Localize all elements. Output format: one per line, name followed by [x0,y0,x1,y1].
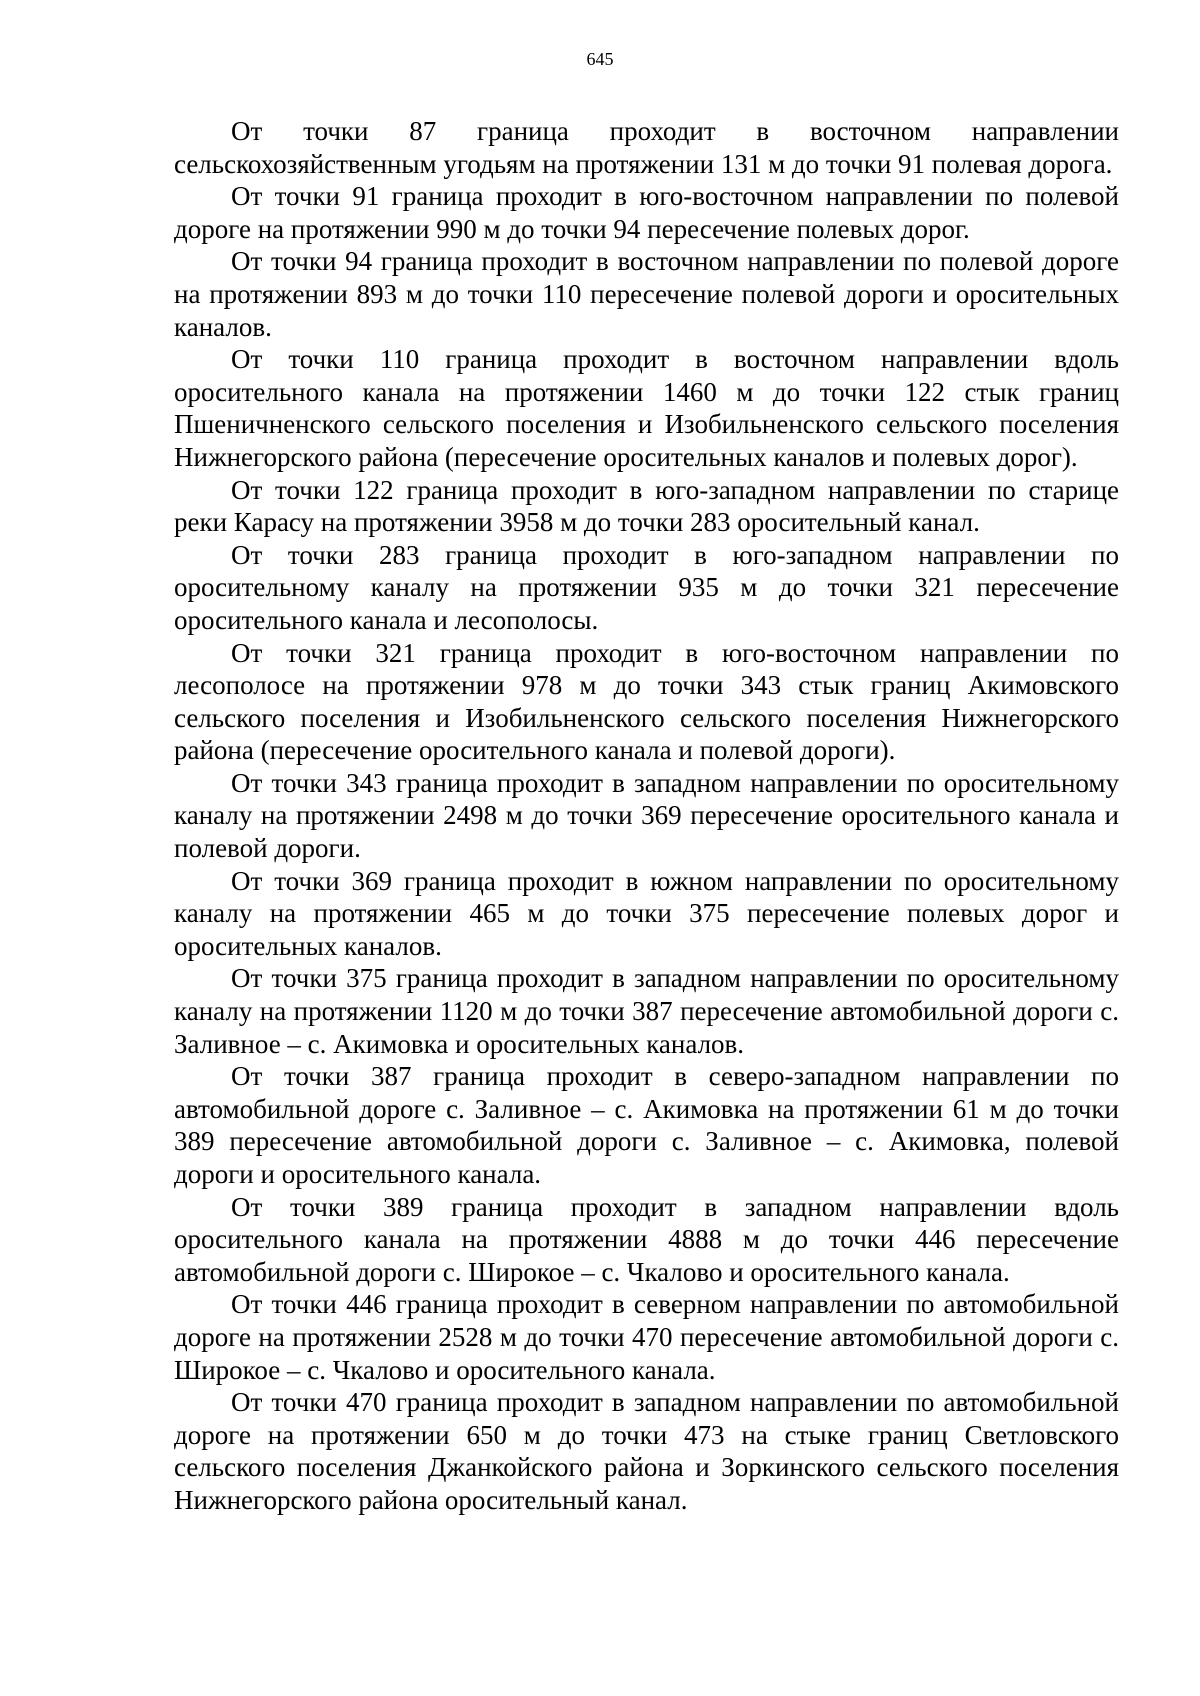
paragraph: От точки 375 граница проходит в западном направлении по оросительному каналу на протяжении 1120 м до точки 387 пересечение автомобильной дороги с. Заливное – с. Акимовка и оросительных каналов. [174,963,1119,1059]
document-body [174,115,1119,1517]
page-number: 645 [586,49,614,69]
paragraph: От точки 389 граница проходит в западном направлении вдоль оросительного канала на протяжении 4888 м до точки 446 пересечение автомобильной дороги с. Широкое – с. Чкалово и оросительного канала. [174,1191,1119,1287]
paragraph: От точки 283 граница проходит в юго-западном направлении по оросительному каналу на протяжении 935 м до точки 321 пересечение оросительного канала и лесополосы. [174,539,1119,635]
paragraph: От точки 87 граница проходит в восточном направлении сельскохозяйственным угодьям на протяжении 131 м до точки 91 полевая дорога. [174,116,1119,179]
paragraph: От точки 387 граница проходит в северо-западном направлении по автомобильной дороге с. Заливное – с. Акимовка на протяжении 61 м до точки 389 пересечение автомобильной дороги с. Заливное – с. Акимовка, полевой дороги и оросительного канала. [174,1061,1119,1189]
paragraph: От точки 122 граница проходит в юго-западном направлении по старице реки Карасу на протяжении 3958 м до точки 283 оросительный канал. [174,474,1119,538]
paragraph: От точки 91 граница проходит в юго-восточном направлении по полевой дороге на протяжении 990 м до точки 94 пересечение полевых дорог. [174,181,1119,244]
paragraph: От точки 343 граница проходит в западном направлении по оросительному каналу на протяжении 2498 м до точки 369 пересечение оросительного канала и полевой дороги. [174,767,1119,864]
paragraph: От точки 321 граница проходит в юго-восточном направлении по лесополосе на протяжении 978 м до точки 343 стык границ Акимовского сельского поселения и Изобильненского сельского поселения Нижнегорского района (пересечение оросительного канала и полевой дороги). [174,637,1119,766]
paragraph: От точки 446 граница проходит в северном направлении по автомобильной дороге на протяжении 2528 м до точки 470 пересечение автомобильной дороги с. Широкое – с. Чкалово и оросительного канала. [174,1289,1119,1385]
paragraph: От точки 369 граница проходит в южном направлении по оросительному каналу на протяжении 465 м до точки 375 пересечение полевых дорог и оросительных каналов. [174,865,1119,961]
paragraph: От точки 110 граница проходит в восточном направлении вдоль оросительного канала на протяжении 1460 м до точки 122 стык границ Пшеничненского сельского поселения и Изобильненского сельского поселения Нижнегорского района (пересечение оросительных каналов и полевых дорог). [174,344,1119,472]
paragraph: От точки 470 граница проходит в западном направлении по автомобильной дороге на протяжении 650 м до точки 473 на стыке границ Светловского сельского поселения Джанкойского района и Зоркинского сельского поселения Нижнегорского района оросительный канал. [174,1387,1119,1515]
paragraph: От точки 94 граница проходит в восточном направлении по полевой дороге на протяжении 893 м до точки 110 пересечение полевой дороги и оросительных каналов. [174,246,1119,342]
